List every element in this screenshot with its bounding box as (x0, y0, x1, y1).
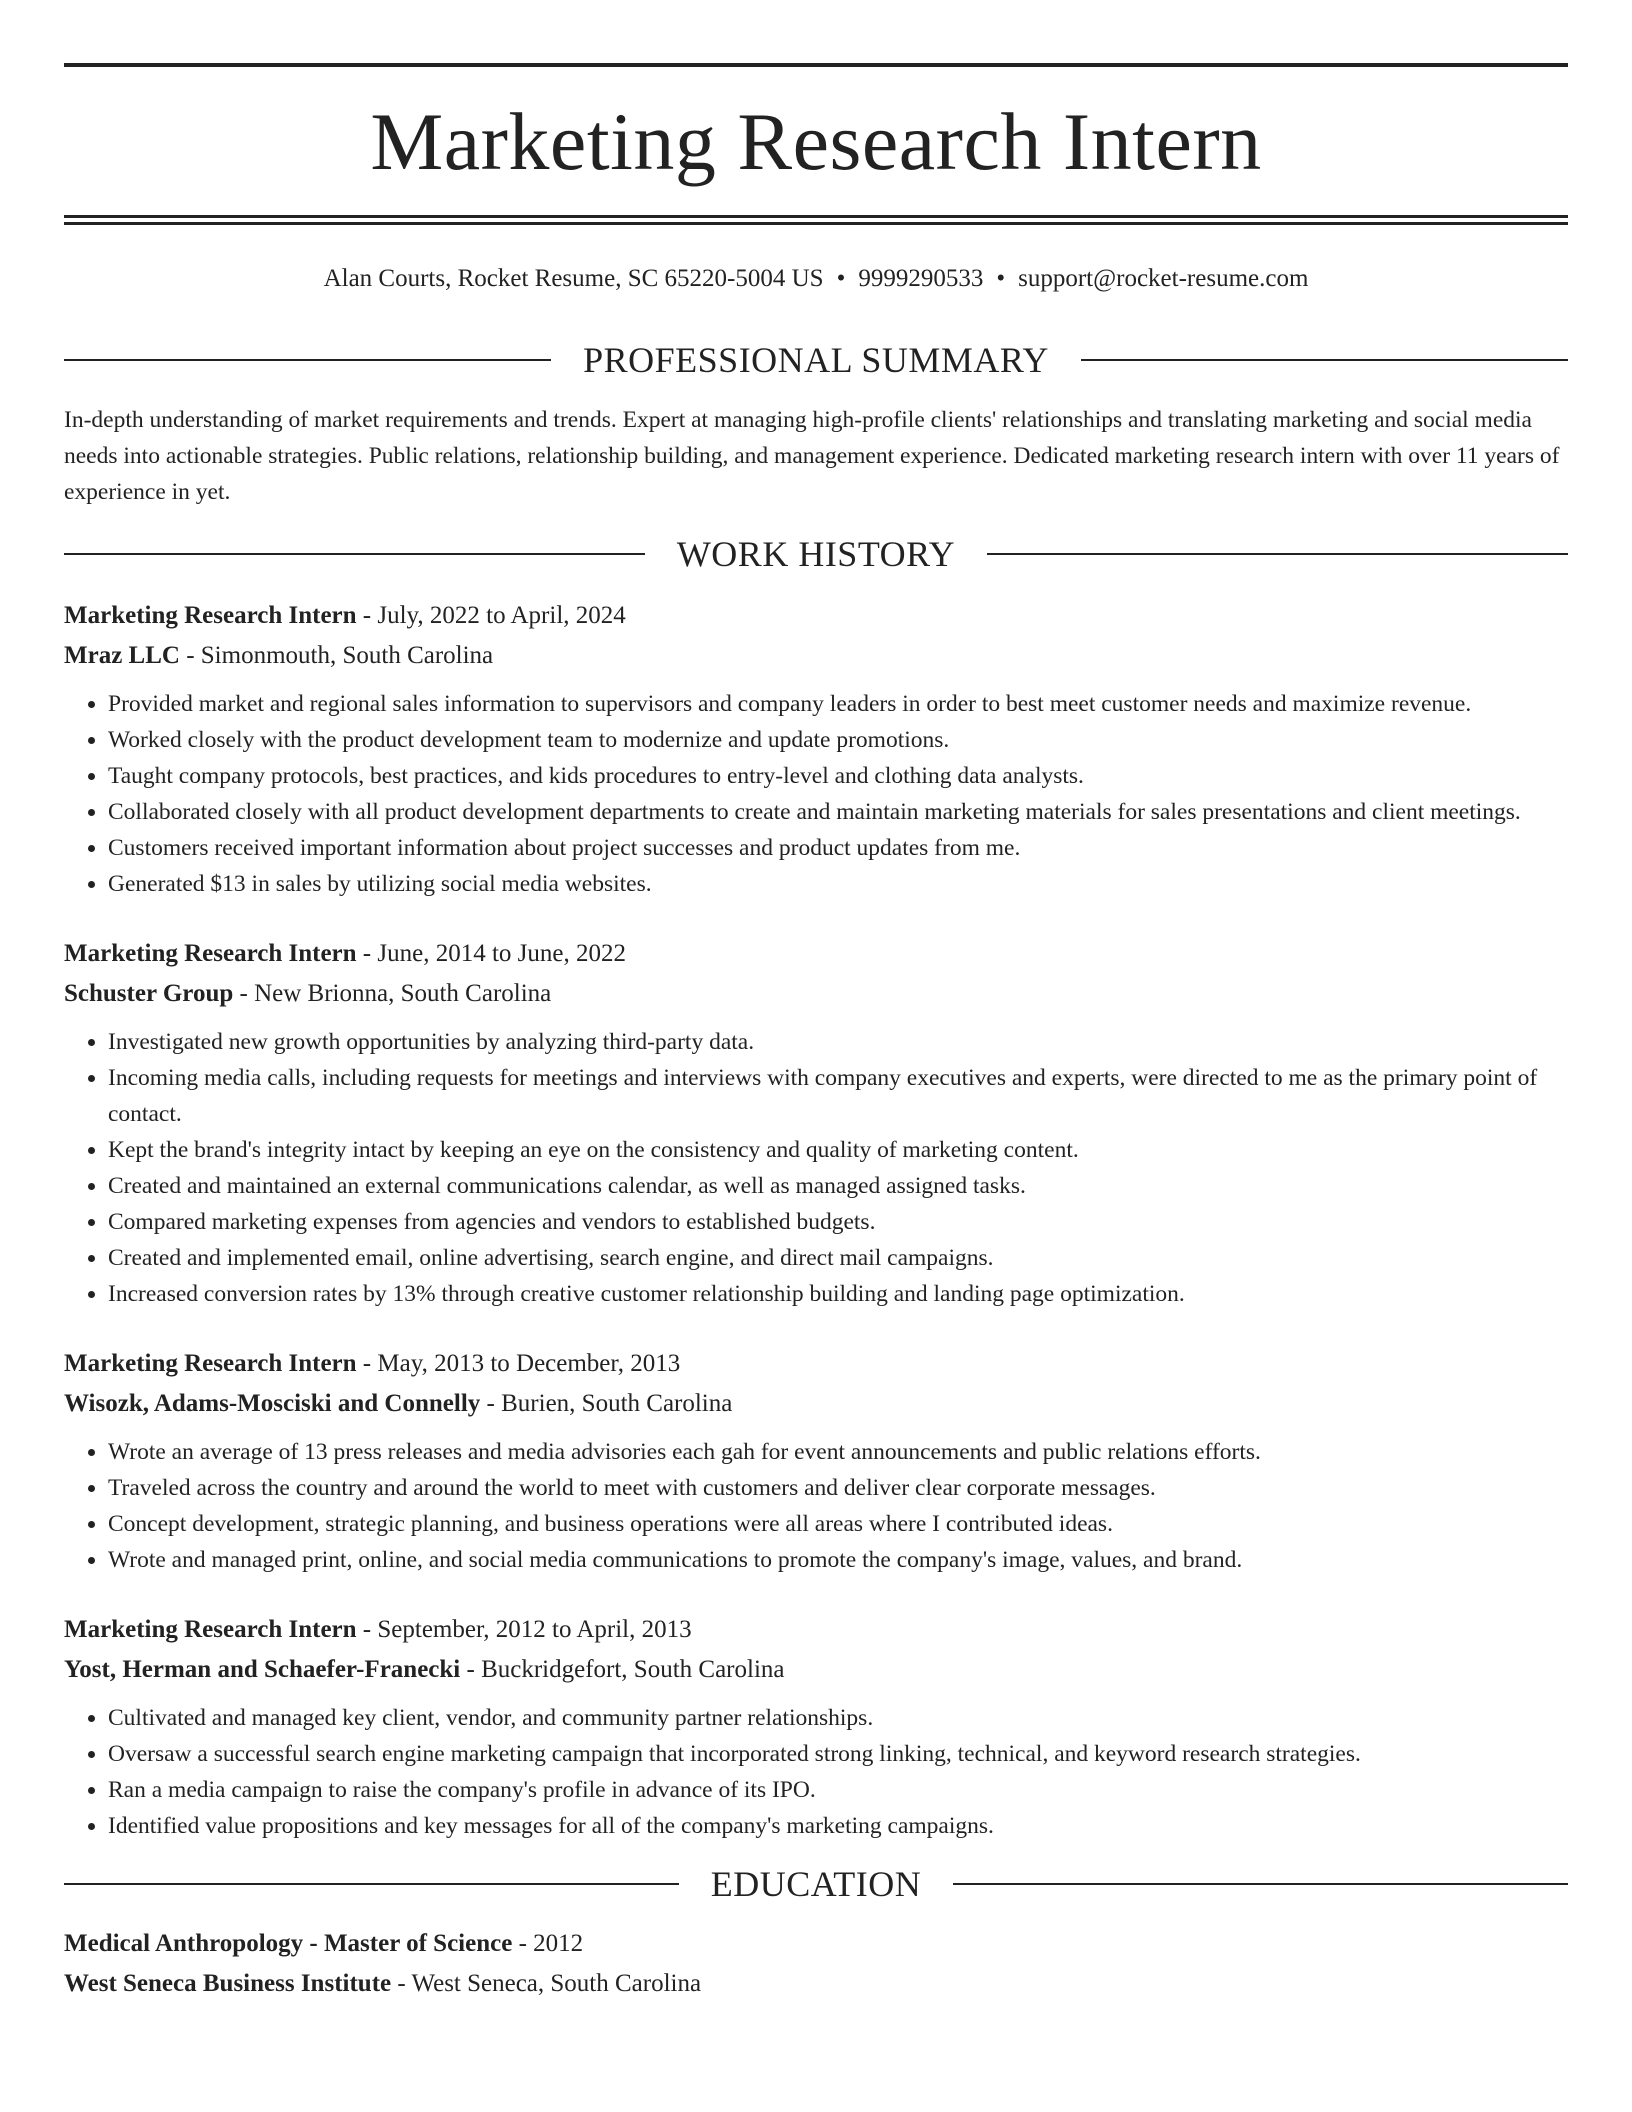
summary-paragraph: In-depth understanding of market requirements and trends. Expert at managing high-profile clients' relationships and translating marketing and social media needs into actionable strategies. Public relations, relationship building, and management experience. Dedicated marketing research intern with over 11 years of experience in yet. (64, 407, 1560, 505)
job-bullet: • Traveled across the country and around the world to meet with customers and deliver clear corporate messages. (108, 1470, 1568, 1506)
job-dates: - June, 2014 to June, 2022 (356, 940, 626, 967)
job-dates: - September, 2012 to April, 2013 (356, 1616, 692, 1643)
job-bullet: • Cultivated and managed key client, vendor, and community partner relationships. (108, 1700, 1568, 1736)
job-bullet-list (64, 1434, 1568, 1578)
job-bullet: • Oversaw a successful search engine marketing campaign that incorporated strong linking, technical, and keyword research strategies. (108, 1736, 1568, 1772)
job-bullet: • Taught company protocols, best practices, and kids procedures to entry-level and clothing data analysts. (108, 758, 1568, 794)
job-company-line (64, 1384, 1568, 1424)
education-school: West Seneca Business Institute (64, 1970, 392, 1997)
job-entry (64, 1610, 1568, 1844)
heading-rule (1081, 359, 1568, 361)
job-company-line (64, 1650, 1568, 1690)
job-company-line (64, 974, 1568, 1014)
job-bullet: • Created and maintained an external communications calendar, as well as managed assigned tasks. (108, 1168, 1568, 1204)
job-bullet: • Collaborated closely with all product development departments to create and maintain marketing materials for sales presentations and client meetings. (108, 794, 1568, 830)
job-entry (64, 934, 1568, 1312)
job-bullet: • Compared marketing expenses from agencies and vendors to established budgets. (108, 1204, 1568, 1240)
job-spacer (64, 902, 1568, 934)
job-entry (64, 596, 1568, 902)
section-heading-work (64, 536, 1568, 572)
job-role-line (64, 934, 1568, 974)
job-bullet: • Investigated new growth opportunities by analyzing third-party data. (108, 1024, 1568, 1060)
job-dates: - July, 2022 to April, 2024 (356, 602, 626, 629)
contact-line (64, 264, 1568, 294)
job-bullet: • Created and implemented email, online advertising, search engine, and direct mail campaigns. (108, 1240, 1568, 1276)
job-location: - Buckridgefort, South Carolina (460, 1656, 785, 1683)
job-company: Wisozk, Adams-Mosciski and Connelly (64, 1390, 481, 1417)
heading-rule (987, 553, 1568, 555)
section-heading-summary (64, 342, 1568, 378)
education-degree-line (64, 1924, 1568, 1964)
job-role: Marketing Research Intern (64, 940, 357, 967)
heading-rule (953, 1883, 1568, 1885)
job-company: Yost, Herman and Schaefer-Franecki (64, 1656, 461, 1683)
job-bullet: • Wrote an average of 13 press releases and media advisories each gah for event announcements and public relations efforts. (108, 1434, 1568, 1470)
education-school-line (64, 1964, 1568, 2004)
heading-rule (64, 359, 551, 361)
work-history-list (64, 596, 1568, 1844)
section-title: PROFESSIONAL SUMMARY (583, 340, 1049, 380)
job-company: Schuster Group (64, 980, 234, 1007)
contact-separator: • (836, 265, 846, 292)
job-spacer (64, 1312, 1568, 1344)
job-bullet: • Ran a media campaign to raise the company's profile in advance of its IPO. (108, 1772, 1568, 1808)
heading-rule (64, 553, 645, 555)
contact-email: support@rocket-resume.com (1018, 265, 1309, 292)
job-bullet: • Incoming media calls, including requests for meetings and interviews with company executives and experts, were directed to me as the primary point of contact. (108, 1060, 1568, 1132)
job-role: Marketing Research Intern (64, 1350, 357, 1377)
education-degree: Medical Anthropology - Master of Science (64, 1930, 513, 1957)
job-role-line (64, 1610, 1568, 1650)
job-role-line (64, 596, 1568, 636)
job-bullet: • Increased conversion rates by 13% through creative customer relationship building and landing page optimization. (108, 1276, 1568, 1312)
job-bullet: • Worked closely with the product development team to modernize and update promotions. (108, 722, 1568, 758)
section-heading-education (64, 1866, 1568, 1902)
job-company-line (64, 636, 1568, 676)
job-bullet-list (64, 686, 1568, 902)
title-double-rule (64, 215, 1568, 225)
education-location: - West Seneca, South Carolina (391, 1970, 702, 1997)
job-bullet: • Concept development, strategic planning, and business operations were all areas where I contributed ideas. (108, 1506, 1568, 1542)
job-bullet-list (64, 1024, 1568, 1312)
contact-address: Alan Courts, Rocket Resume, SC 65220-5004 US (323, 265, 824, 292)
job-bullet-list (64, 1700, 1568, 1844)
job-role: Marketing Research Intern (64, 602, 357, 629)
section-title: EDUCATION (710, 1864, 922, 1904)
job-bullet: • Generated $13 in sales by utilizing social media websites. (108, 866, 1568, 902)
job-role-line (64, 1344, 1568, 1384)
job-bullet: • Identified value propositions and key messages for all of the company's marketing campaigns. (108, 1808, 1568, 1844)
job-bullet: • Provided market and regional sales information to supervisors and company leaders in order to best meet customer needs and maximize revenue. (108, 686, 1568, 722)
job-bullet: • Kept the brand's integrity intact by keeping an eye on the consistency and quality of marketing content. (108, 1132, 1568, 1168)
job-bullet: • Wrote and managed print, online, and social media communications to promote the company's image, values, and brand. (108, 1542, 1568, 1578)
education-year: - 2012 (512, 1930, 584, 1957)
section-title: WORK HISTORY (676, 534, 956, 574)
job-spacer (64, 1578, 1568, 1610)
resume-title: Marketing Research Intern (370, 96, 1262, 187)
job-location: - Burien, South Carolina (480, 1390, 733, 1417)
contact-phone: 9999290533 (858, 265, 984, 292)
job-company: Mraz LLC (64, 642, 180, 669)
job-role: Marketing Research Intern (64, 1616, 357, 1643)
job-location: - New Brionna, South Carolina (233, 980, 552, 1007)
job-bullet: • Customers received important information about project successes and product updates from me. (108, 830, 1568, 866)
job-location: - Simonmouth, South Carolina (179, 642, 494, 669)
contact-separator: • (996, 265, 1006, 292)
job-dates: - May, 2013 to December, 2013 (356, 1350, 681, 1377)
education-entry (64, 1924, 1568, 2004)
job-entry (64, 1344, 1568, 1578)
top-rule (64, 63, 1568, 67)
heading-rule (64, 1883, 679, 1885)
